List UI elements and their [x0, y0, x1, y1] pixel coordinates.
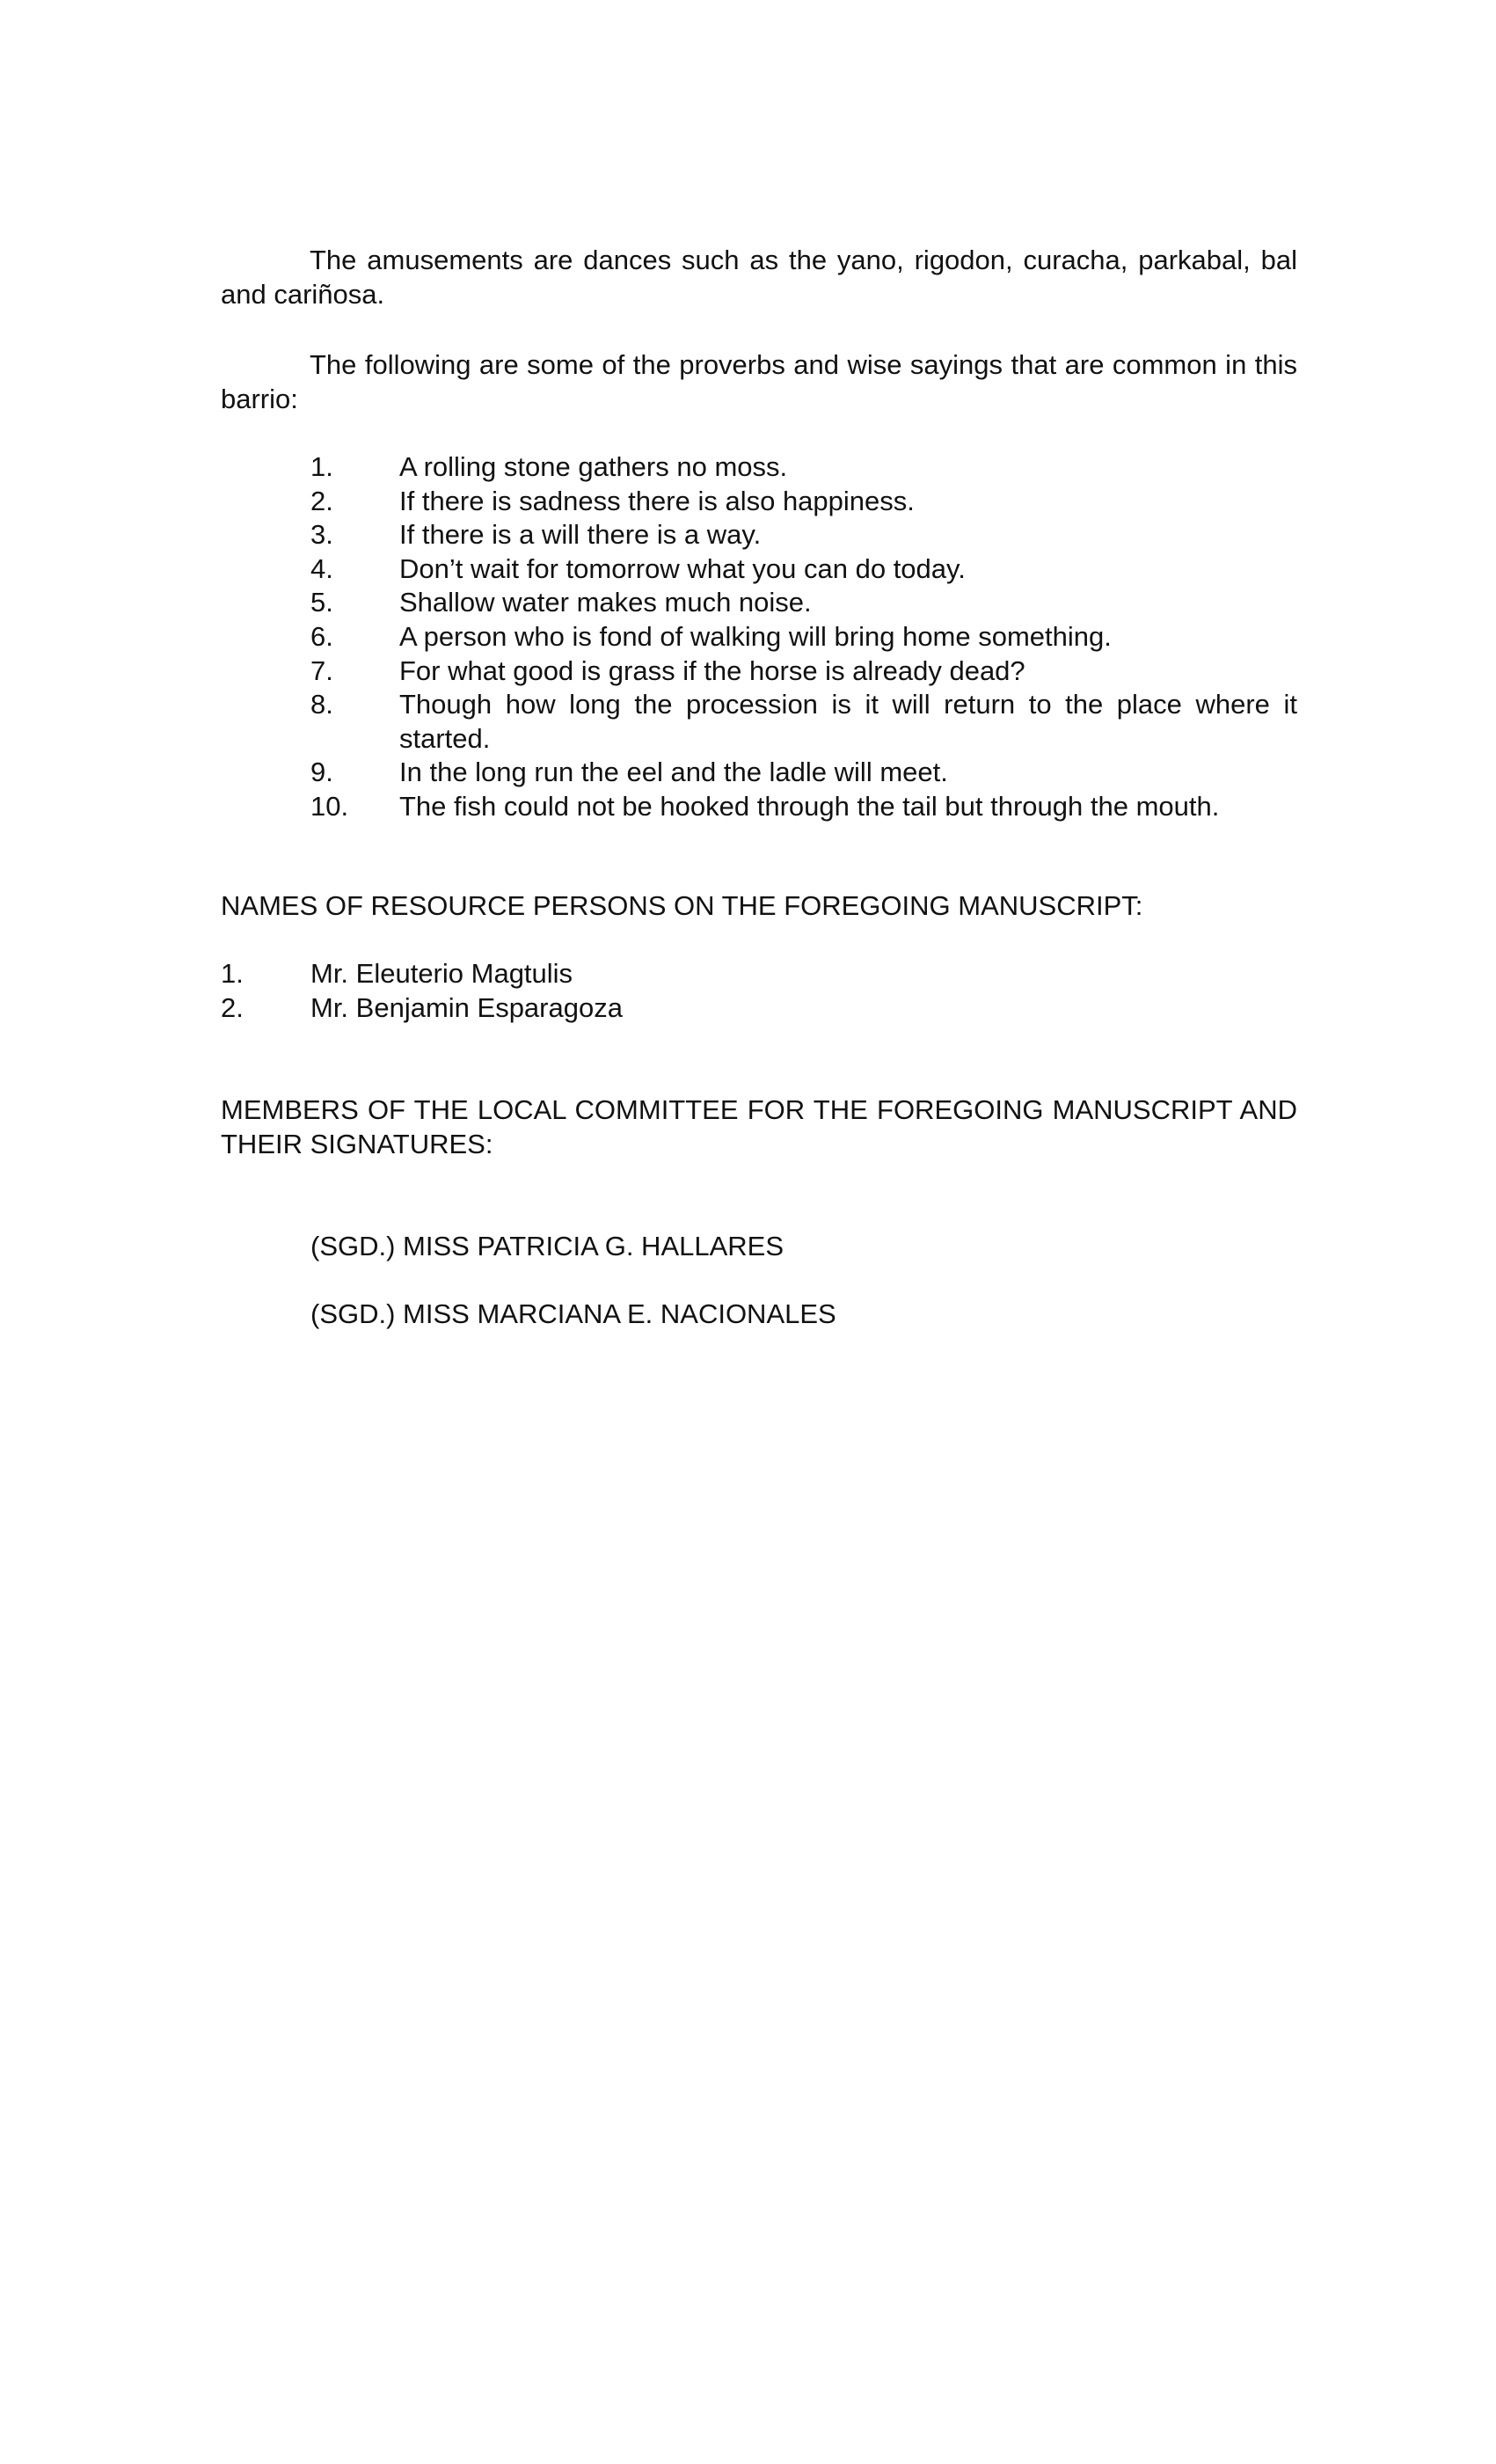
- proverb-text: A rolling stone gathers no moss.: [399, 451, 788, 482]
- list-item: [310, 620, 1297, 654]
- list-item-number: 10.: [310, 790, 349, 822]
- list-item: [310, 790, 1297, 824]
- list-item-number: 7.: [310, 654, 333, 686]
- amusements-paragraph: The amusements are dances such as the yano, rigodon, curacha, parkabal, bal and cariñosa.: [221, 245, 1297, 310]
- proverb-text: For what good is grass if the horse is already dead?: [399, 654, 1025, 686]
- list-item-number: 9.: [310, 757, 333, 788]
- proverbs-list: [310, 450, 1297, 824]
- proverb-text: If there is a will there is a way.: [399, 519, 762, 551]
- list-item-number: 5.: [310, 587, 333, 618]
- proverb-text: A person who is fond of walking will bring home something.: [399, 620, 1112, 652]
- signature-line: (SGD.) MISS PATRICIA G. HALLARES: [310, 1231, 784, 1261]
- proverb-text: If there is sadness there is also happiness.: [399, 485, 915, 516]
- list-item: [221, 991, 1297, 1026]
- proverb-text: The fish could not be hooked through the tail but through the mouth.: [399, 790, 1220, 822]
- signature-line: (SGD.) MISS MARCIANA E. NACIONALES: [310, 1298, 836, 1329]
- proverbs-intro-paragraph: The following are some of the proverbs and wise sayings that are common in this barrio:: [221, 349, 1297, 414]
- list-item: [310, 450, 1297, 485]
- proverb-text: Shallow water makes much noise.: [399, 587, 812, 618]
- list-item: [221, 957, 1297, 991]
- committee-heading: MEMBERS OF THE LOCAL COMMITTEE FOR THE FOREGOING MANUSCRIPT AND THEIR SIGNATURES:: [221, 1094, 1297, 1159]
- list-item: [310, 485, 1297, 519]
- list-item-number: 2.: [221, 991, 244, 1023]
- list-item-number: 1.: [310, 451, 333, 482]
- list-item: [310, 654, 1297, 689]
- resource-person-name: Mr. Eleuterio Magtulis: [310, 958, 573, 989]
- proverb-text: Don’t wait for tomorrow what you can do today.: [399, 552, 966, 584]
- list-item: [310, 688, 1297, 756]
- proverb-text: In the long run the eel and the ladle will meet.: [399, 757, 948, 788]
- resource-person-name: Mr. Benjamin Esparagoza: [310, 991, 623, 1023]
- list-item-number: 3.: [310, 519, 333, 551]
- list-item-number: 6.: [310, 620, 333, 652]
- list-item: [310, 756, 1297, 790]
- list-item: [310, 518, 1297, 552]
- list-item-number: 8.: [310, 689, 333, 720]
- resource-persons-list: [221, 957, 1297, 1025]
- list-item: [310, 552, 1297, 587]
- proverb-text: Though how long the procession is it will return to the place where it started.: [399, 689, 1297, 754]
- list-item-number: 4.: [310, 552, 333, 584]
- resource-persons-heading: NAMES OF RESOURCE PERSONS ON THE FOREGOING MANUSCRIPT:: [221, 890, 1143, 921]
- list-item-number: 1.: [221, 958, 244, 989]
- list-item-number: 2.: [310, 485, 333, 516]
- list-item: [310, 586, 1297, 620]
